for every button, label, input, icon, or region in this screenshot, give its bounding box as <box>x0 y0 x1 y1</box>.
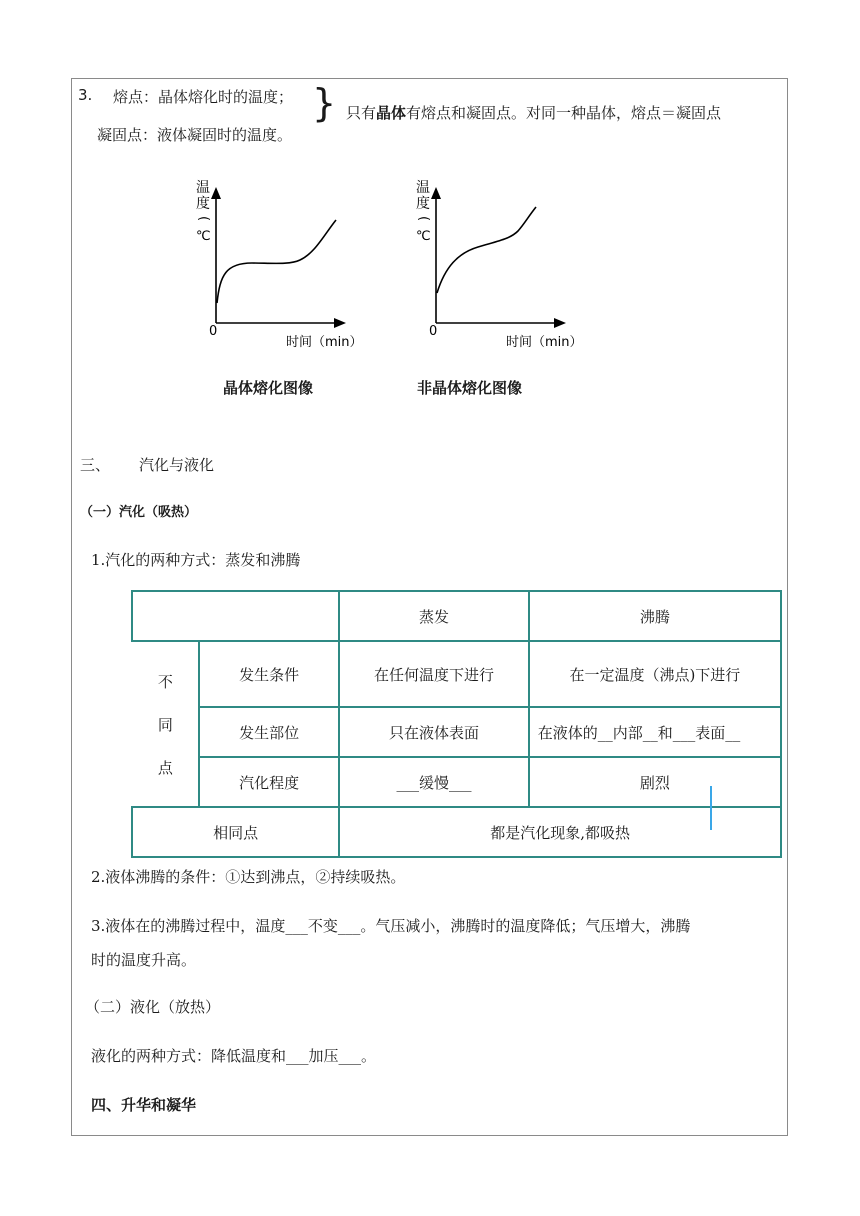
evaporation-boiling-table <box>131 590 782 858</box>
aspect-cell: 汽化程度 <box>199 757 340 807</box>
table-header-evaporation: 蒸发 <box>339 591 528 641</box>
similarities-value: 都是汽化现象,都吸热 <box>339 807 781 857</box>
crystal-note-prefix: 只有 <box>346 104 377 122</box>
graph-x-label: 时间（min） <box>286 335 363 350</box>
y-label-char: 温 <box>416 180 430 196</box>
y-label-char: ℃ <box>196 229 211 244</box>
evaporation-cell: 只在液体表面 <box>339 707 528 757</box>
amorphous-melting-graph <box>400 175 600 360</box>
boiling-cell: 在一定温度（沸点)下进行 <box>529 641 781 707</box>
boiling-process-line-1: 3.液体在的沸腾过程中，温度___不变___。气压减小，沸腾时的温度降低；气压增大，沸腾 <box>91 917 691 935</box>
vaporization-heading: （一）汽化（吸热） <box>80 505 198 520</box>
differences-label-char: 同 <box>157 715 173 734</box>
crystal-melting-curve <box>217 220 336 303</box>
table-row <box>132 757 781 807</box>
graph-x-label: 时间（min） <box>506 335 583 350</box>
crystal-melting-graph <box>180 175 380 360</box>
section-3-title: 汽化与液化 <box>139 456 215 474</box>
boiling-process-line-2: 时的温度升高。 <box>91 951 197 969</box>
x-axis-arrow-icon <box>554 318 566 328</box>
table-row <box>132 707 781 757</box>
text-cursor <box>710 786 712 830</box>
melting-point-definition: 熔点：晶体熔化时的温度； <box>113 88 294 106</box>
y-axis-arrow-icon <box>431 187 441 199</box>
aspect-cell: 发生条件 <box>199 641 340 707</box>
y-label-char: 度 <box>416 196 430 212</box>
y-label-char: 度 <box>196 196 210 212</box>
aspect-cell: 发生部位 <box>199 707 340 757</box>
section-3-number: 三、 <box>80 456 111 474</box>
boiling-conditions: 2.液体沸腾的条件：①达到沸点，②持续吸热。 <box>91 868 406 886</box>
evaporation-cell: 在任何温度下进行 <box>339 641 528 707</box>
right-brace-icon: } <box>312 81 337 125</box>
liquefaction-methods: 液化的两种方式：降低温度和___加压___。 <box>91 1047 377 1065</box>
crystal-graph-caption: 晶体熔化图像 <box>223 379 314 397</box>
boiling-cell: 剧烈 <box>529 757 781 807</box>
freezing-point-definition: 凝固点：液体凝固时的温度。 <box>97 126 293 144</box>
evaporation-cell: ___缓慢___ <box>339 757 528 807</box>
amorphous-graph-caption: 非晶体熔化图像 <box>417 379 523 397</box>
crystal-note-bold: 晶体 <box>376 104 407 122</box>
y-label-char: 温 <box>196 180 210 196</box>
vaporization-methods: 1.汽化的两种方式：蒸发和沸腾 <box>91 551 301 569</box>
item-number: 3. <box>78 86 93 104</box>
similarities-label: 相同点 <box>132 807 339 857</box>
differences-label-char: 不 <box>157 672 173 691</box>
table-row <box>132 807 781 857</box>
y-axis-arrow-icon <box>211 187 221 199</box>
differences-label-char: 点 <box>157 758 173 777</box>
y-label-char: ( <box>416 216 431 222</box>
graph-origin: 0 <box>209 324 218 339</box>
table-row <box>132 641 781 707</box>
crystal-note-suffix: 有熔点和凝固点。对同一种晶体，熔点＝凝固点 <box>406 104 722 122</box>
crystal-note <box>346 102 721 123</box>
differences-label <box>132 641 199 807</box>
y-label-char: ℃ <box>416 229 431 244</box>
y-label-char: ( <box>196 216 211 222</box>
table-corner-cell <box>132 591 339 641</box>
x-axis-arrow-icon <box>334 318 346 328</box>
graph-origin: 0 <box>429 324 438 339</box>
section-4-title: 四、升华和凝华 <box>91 1096 197 1114</box>
table-header-row <box>132 591 781 641</box>
liquefaction-heading: （二）液化（放热） <box>85 998 221 1016</box>
amorphous-melting-curve <box>437 207 536 293</box>
table-header-boiling: 沸腾 <box>529 591 781 641</box>
boiling-cell: 在液体的__内部__和___表面__ <box>529 707 781 757</box>
